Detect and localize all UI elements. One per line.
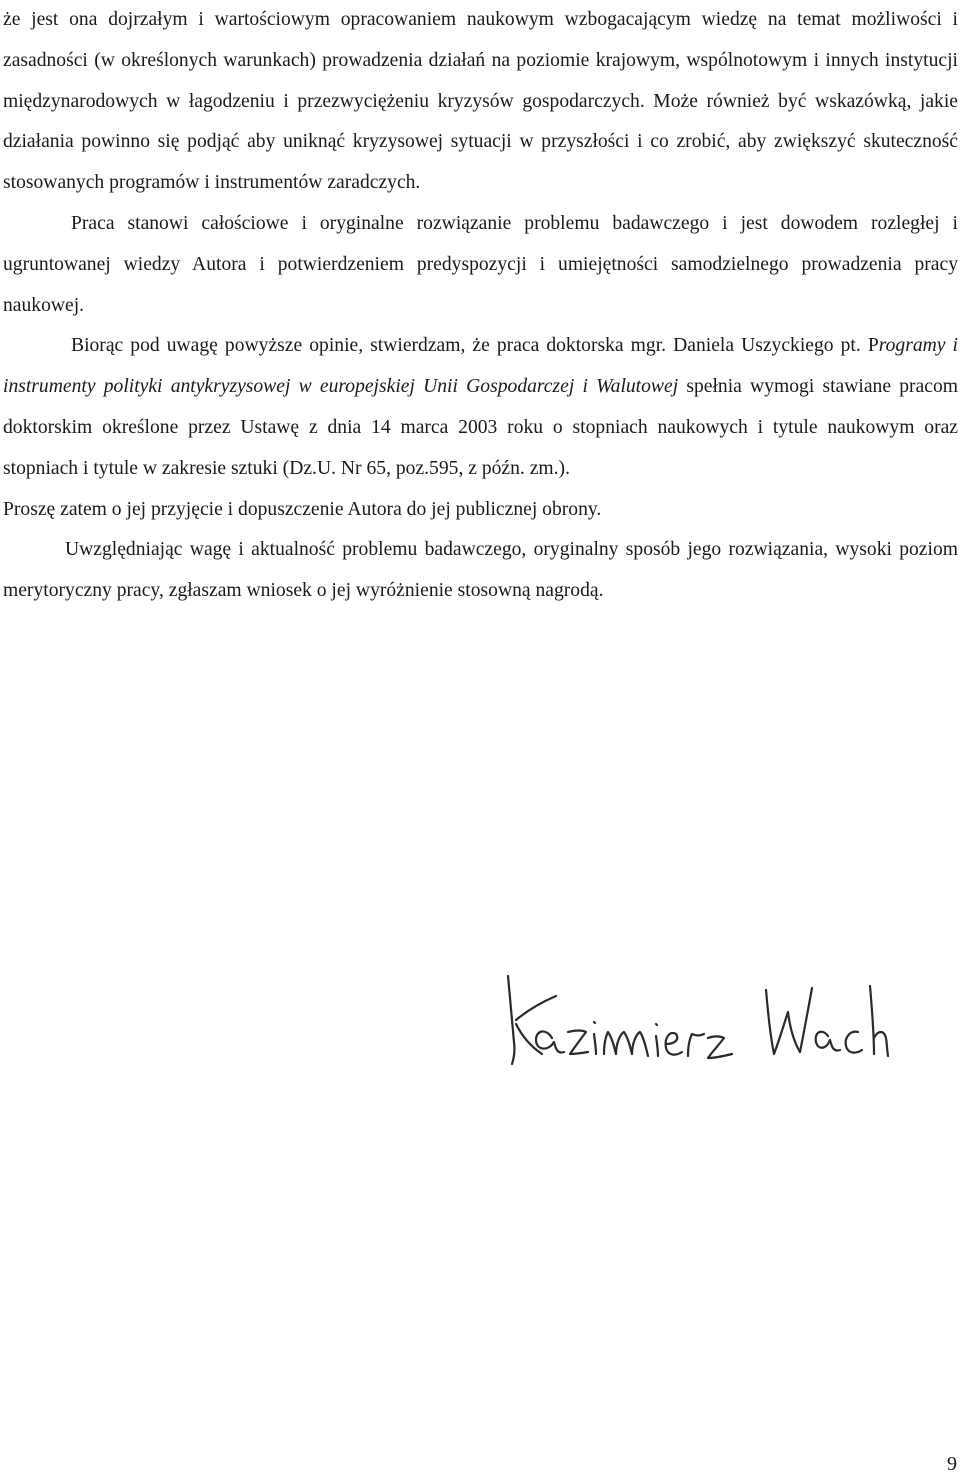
handwritten-signature xyxy=(478,958,890,1082)
paragraph-assessment: Praca stanowi całościowe i oryginalne rozwiązanie problemu badawczego i jest dowodem rozległej i ugruntowanej wiedzy Autora i potwierdzeniem predyspozycji i umiejętności samodzielnego prowadzenia pracy naukowej. xyxy=(3,212,958,316)
statement-text-continued: spełnia wymogi stawiane pracom doktorskim określone przez Ustawę z dnia 14 marca 2003 roku o stopniach naukowych i tytule naukowym oraz stopniach i tytule w zakresie sztuki (Dz.U. Nr 65, poz.595, z późn. zm.). xyxy=(3,376,958,479)
thesis-title: rogramy i instrumenty polityki antykryzysowej w europejskiej Unii Gospodarczej i Walutowej xyxy=(3,335,958,398)
statement-text: Biorąc pod uwagę powyższe opinie, stwierdzam, że praca doktorska mgr. Daniela Uszyckiego pt. P xyxy=(71,335,879,357)
paragraph-conclusion: że jest ona dojrzałym i wartościowym opracowaniem naukowym wzbogacającym wiedzę na temat możliwości i zasadności (w określonych warunkach) prowadzenia działań na poziomie krajowym, wspólnotowym i innych instytucji międzynarodowych w łagodzeniu i przezwyciężeniu kryzysów gospodarczych. Może również być wskazówką, jakie działania powinno się podjąć aby uniknąć kryzysowej sytuacji w przyszłości i co zrobić, aby zwiększyć skuteczność stosowanych programów i instrumentów zaradczych. xyxy=(3,9,958,194)
paragraph-request: Proszę zatem o jej przyjęcie i dopuszczenie Autora do jej publicznej obrony. xyxy=(3,498,602,520)
page-number: 9 xyxy=(947,1453,957,1475)
paragraph-statement xyxy=(3,326,958,489)
paragraph-award-motion: Uwzględniając wagę i aktualność problemu badawczego, oryginalny sposób jego rozwiązania, wysoki poziom merytoryczny pracy, zgłaszam wniosek o jej wyróżnienie stosowną nagrodą. xyxy=(3,539,958,602)
body-text xyxy=(3,0,958,612)
